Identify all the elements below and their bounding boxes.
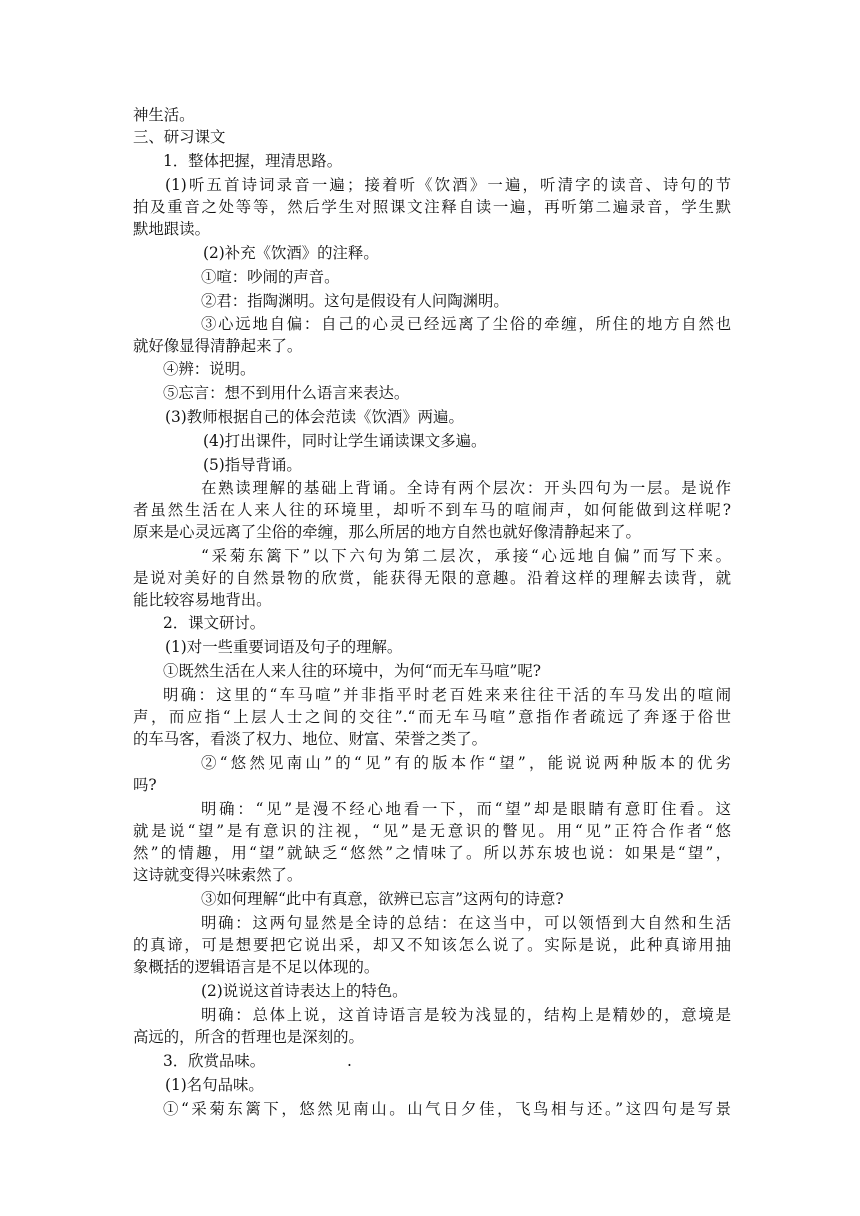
text-line: “采菊东篱下”以下六句为第二层次，承接“心远地自偏”而写下来。 [201,547,731,565]
text-line: 象概括的逻辑语言是不足以体现的。 [133,958,380,976]
text-line: ②君：指陶渊明。这句是假设有人问陶渊明。 [201,292,509,310]
text-line: 在熟读理解的基础上背诵。全诗有两个层次：开头四句为一层。是说作 [201,479,731,497]
text-line: 明确：“见”是漫不经心地看一下，而“望”却是眼睛有意盯住看。这 [201,800,731,818]
text-line: 然”的情趣，用“望”就缺乏“悠然”之情味了。所以苏东坡也说：如果是“望”， [133,844,731,862]
text-line: (4)打出课件，同时让学生诵读课文多遍。 [203,432,487,450]
text-line: 的真谛，可是想要把它说出采，却又不知该怎么说了。实际是说，此种真谛用抽 [133,936,731,954]
text-line: 原来是心灵远离了尘俗的牵缠，那么所居的地方自然也就好像清静起来了。 [133,523,641,541]
text-line: 默地跟读。 [133,220,210,238]
subsection-heading: 2．课文研讨。 [163,614,266,632]
text-line: ⑤忘言：想不到用什么语言来表达。 [163,384,410,402]
text-line: 明确：这两句显然是全诗的总结：在这当中，可以领悟到大自然和生活 [201,914,731,932]
text-line: ①喧：吵闹的声音。 [201,268,340,286]
subsection-heading: 3．欣赏品味。 [163,1052,266,1070]
text-line: 能比较容易地背出。 [133,591,272,609]
subsection-heading: 1．整体把握，理清思路。 [163,152,343,170]
text-line: ①“采菊东篱下，悠然见南山。山气日夕佳，飞鸟相与还。”这四句是写景 [163,1100,731,1118]
text-line: 的车马客，看淡了权力、地位、财富、荣誉之类了。 [133,730,487,748]
text-line: (1)听五首诗词录音一遍；接着听《饮酒》一遍，听清字的读音、诗句的节 [165,176,731,194]
text-line: 就好像显得清静起来了。 [133,337,303,355]
text-line: 明确：这里的“车马喧”并非指平时老百姓来来往往干活的车马发出的喧闹 [163,686,731,704]
text-line: 声，而应指“上层人士之间的交往”.“而无车马喧”意指作者疏远了奔逐于俗世 [133,708,731,726]
text-line: 是说对美好的自然景物的欣赏，能获得无限的意趣。沿着这样的理解去读背，就 [133,569,731,587]
text-line: (2)说说这首诗表达上的特色。 [201,982,408,1000]
text-line: (5)指导背诵。 [203,456,302,474]
text-line: 神生活。 [133,106,195,124]
text-line: 这诗就变得兴味索然了。 [133,866,303,884]
section-heading: 三、研习课文 [133,128,226,146]
text-line: 明确：总体上说，这首诗语言是较为浅显的，结构上是精妙的，意境是 [201,1006,731,1024]
text-line: (2)补充《饮酒》的注释。 [203,244,379,262]
text-line: (3)教师根据自己的体会范读《饮酒》两遍。 [165,408,464,426]
text-line: ④辨：说明。 [163,360,256,378]
text-line: ③心远地自偏：自己的心灵已经远离了尘俗的牵缠，所住的地方自然也 [201,315,731,333]
text-line: (1)对一些重要词语及句子的理解。 [165,638,403,656]
text-line: 高远的，所含的哲理也是深刻的。 [133,1028,364,1046]
text-line: ②“悠然见南山”的“见”有的版本作“望”，能说说两种版本的优劣 [201,754,731,772]
text-line: (1)名句品味。 [165,1076,264,1094]
text-line: 拍及重音之处等等，然后学生对照课文注释自读一遍，再听第二遍录音，学生默 [133,198,731,216]
text-line: 吗? [133,776,157,794]
stray-dot: . [347,1052,352,1070]
text-line: ③如何理解“此中有真意，欲辨已忘言”这两句的诗意? [201,890,564,908]
text-line: ①既然生活在人来人往的环境中，为何“而无车马喧”呢? [163,662,541,680]
text-line: 者虽然生活在人来人往的环境里，却听不到车马的喧闹声，如何能做到这样呢? [133,501,731,519]
text-line: 就是说“望”是有意识的注视，“见”是无意识的瞥见。用“见”正符合作者“悠 [133,822,731,840]
